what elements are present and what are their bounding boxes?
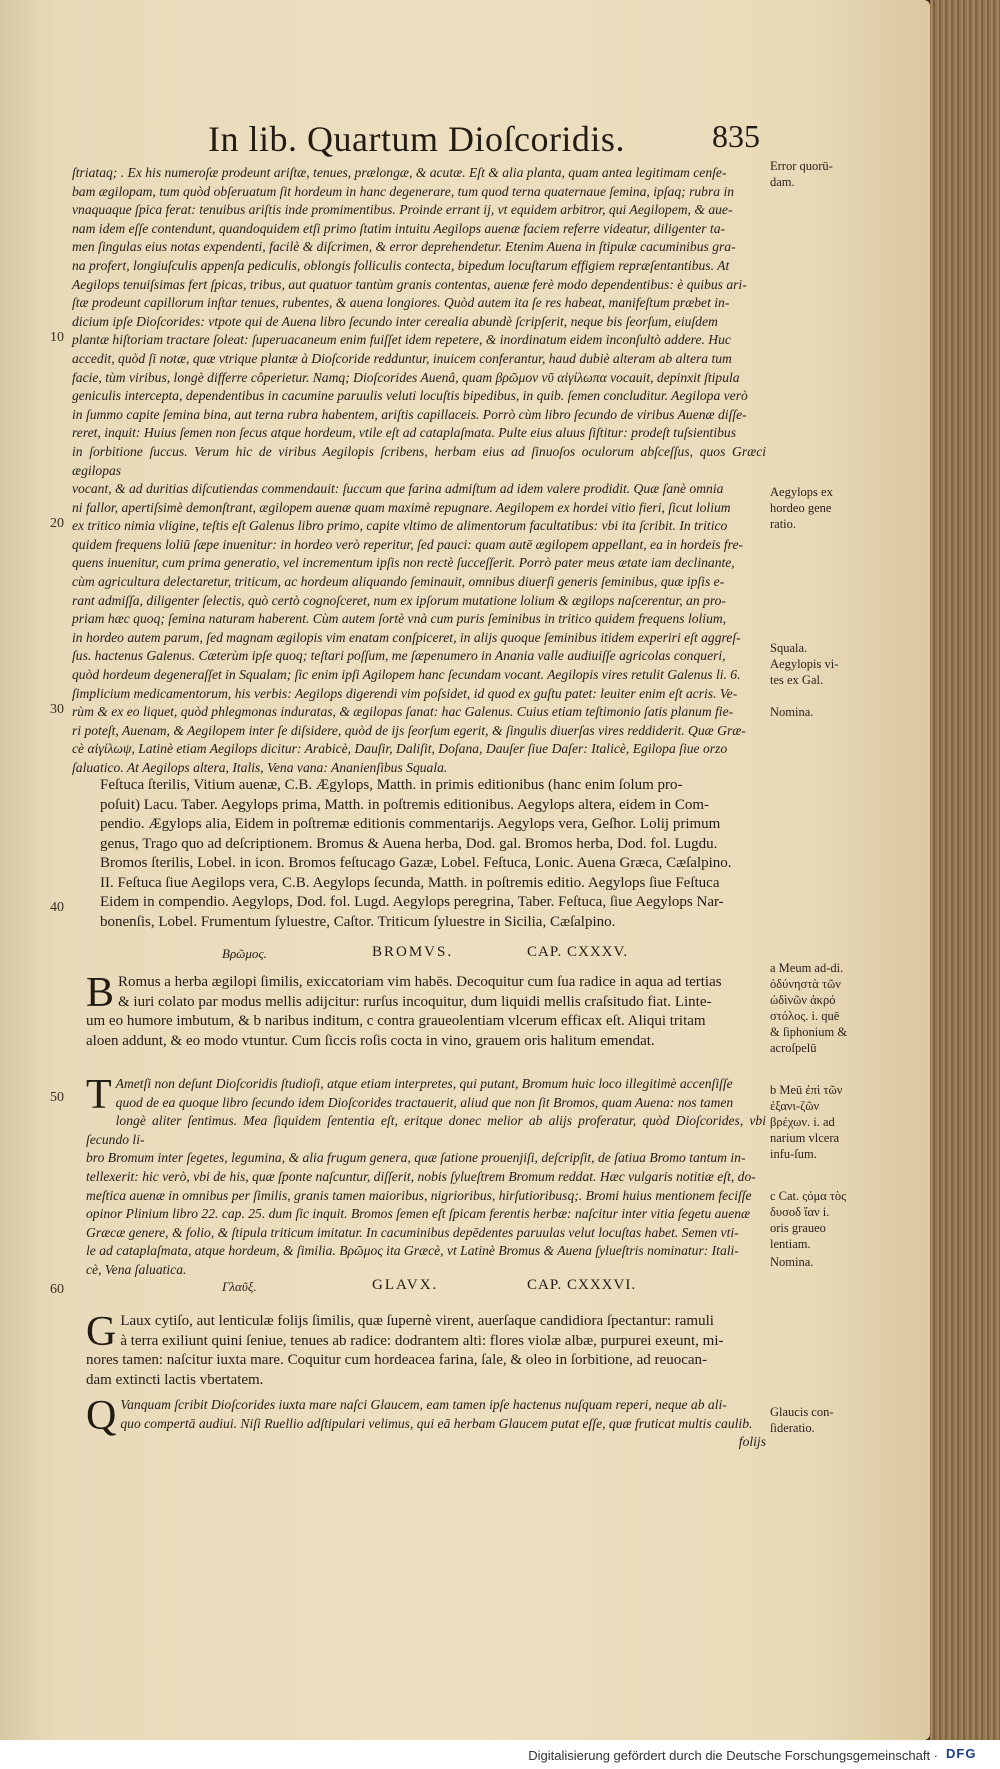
synonyms-block [100,776,766,932]
drop-cap: B [86,970,115,1016]
margin-note-error: Error quorū-dam. [770,159,833,189]
text-line: II. Feſtuca ſiue Aegilops vera, C.B. Aegylops ſecunda, Matth. in poſtremis editio. Aegylops ſiue Feſtuca [100,874,720,891]
text-line: ri poteſt, Auenam, & Aegilopem inter ſe diſsidere, quòd de ijs ſeorſum egerit, & ſingulis diuerſas vires reddiderit. Quæ Græ- [72,722,746,738]
text-line: um eo humore imbutum, & b naribus inditum, c contra graueolentiam vlcerum efficax eſt. Aliqui tritam [86,1013,706,1029]
margin-note-meum-b: b Meū ἐπὶ τῶν ἐξανι-ζῶν βρέχων. i. ad narium vlcera infu-ſum. [770,1083,843,1161]
text-line: Ametſi non deſunt Dioſcoridis ſtudioſi, atque etiam interpretes, qui putant, Bromum huic loco illegitimè accenſiſſe [115,1076,733,1091]
text-line: pendio. Ægylops alia, Eidem in poſtremæ editionis commentarijs. Aegylops vera, Geſhor. Lolij primum [100,816,721,832]
text-line: ſtriataq; . Ex his numeroſæ prodeunt ariſtæ, tenues, prælongæ, & acutæ. Eſt & alia planta, quam antea legitimam cenſe- [72,165,727,180]
text-line: in ſorbitione ſuccus. Verum hic de viribus Aegilopis ſcribens, herbam eius ad ſinuoſos oculorum abſceſſus, quos Græci ægilopas [72,443,766,478]
chapter-number: CAP. CXXXV. [527,944,629,960]
line-number: 50 [50,1090,64,1105]
commentary-block-bromus [86,1072,766,1280]
text-line: poſuit) Lacu. Taber. Aegylops prima, Matth. in poſtremis editionibus. Aegylops altera, eidem in Com- [100,796,709,813]
text-line: Romus a herba ægilopi ſimilis, exiccatoriam vim habēs. Decoquitur cum ſua radice in aqua ad tertias [118,974,722,990]
catchword: folijs [738,1434,766,1450]
greek-name: Βρῶμος. [222,946,267,961]
margin-note-squala: Squala. Aegylopis vi-tes ex Gal. [770,641,839,687]
text-line: rùm & ex eo liquet, quòd phlegmonas induratas, & ægilopas ſanat: hac Galenus. Cuius etiam teſtimonio ſatis planum fie- [72,704,734,720]
dioscorides-text-bromus [86,970,766,1051]
text-line: ſaluatico. At Aegilops altera, Italis, Vena vana: Ananienſibus Squala. [72,760,448,775]
funding-note: Digitalisierung gefördert durch die Deutsche Forschungsgemeinschaft · [528,1748,938,1763]
text-line: nores tamen: naſcitur iuxta mare. Coquitur cum hordeacea farina, ſale, & oleo in ſorbitione, ad reuocan- [86,1352,708,1368]
commentary-block-aegilops [72,164,766,778]
margin-note-aegylops: Aegylops ex hordeo gene ratio. [770,485,833,531]
margin-note-glaucis: Glaucis con-ſideratio. [770,1405,834,1435]
text-line: Bromos ſterilis, Lobel. in icon. Bromos feſtucago Gazæ, Lobel. Feſtuca, Lonic. Auena Græca, Cæſalpino. [100,855,732,871]
text-line: cè αἰγίλωψ, Latinè etiam Aegilops dicitur: Arabicè, Dauſir, Daliſit, Doſana, Dauſer ſiue Daſer: Italicè, Egilopa ſiue orzo [72,741,728,757]
dioscorides-text-glaux [86,1309,766,1390]
chapter-heading-glaux [72,1277,766,1301]
text-line: in ſummo capite ſemina bina, aut terna rubra habentem, ariſtis capillaceis. Porrò cùm libro ſecundo de viribus Auenæ diſſe- [72,406,747,422]
page-number: 835 [712,118,760,154]
text-line: priam hæc quoq; ſemina naturam haberent. Cùm autem ſortè vnà cum puris ſeminibus in tritico quidem frequens lolium, [72,611,727,627]
text-line: quòd hordeum degeneraſſet in Squalam; ſic enim ipſi Agilopem hanc ſecundam vocant. Aegilopis vires retulit Galenus li. 6. [72,667,741,683]
text-line: meſtica auenæ in omnibus per ſimilis, granis tamen maioribus, nigrioribus, hirſutioribusq;. Bromi huius mentionem feciſſe [86,1187,752,1203]
book-page-edge [930,0,1000,1740]
text-line: ſus. hactenus Galenus. Cæterùm ipſe quoq; teſtari poſſum, me ſæpenumero in Anania valle audiuiſſe agricolas conqueri, [72,648,726,664]
drop-cap: T [86,1072,112,1118]
text-line: reret, inquit: Huius ſemen non ſecus atque hordeum, vtile eſt ad cataplaſmata. Pulte eius aluus ſiſtitur: prodeſt tuſsientibus [72,425,736,441]
drop-cap: G [86,1309,117,1355]
text-line: quod de ea quoque libro ſecundo idem Dioſcorides tractauerit, aliud que non ſit Bromos, quam Auena: nos tamen [115,1094,734,1110]
page-title: In lib. Quartum Dioſcoridis. [208,119,625,159]
text-line: ſimplicium medicamentorum, his verbis: Aegilops digerendi vim poſsidet, id quod ex guſtu patet: leuiter enim eſt acris. Ve- [72,685,738,701]
line-number: 30 [50,702,64,717]
text-line: aloen addunt, & eo modo vtuntur. Cum ſiccis roſis cocta in vino, grauem oris halitum emendat. [86,1032,655,1049]
text-line: & iuri colato par modus mellis adijcitur: rurſus incoquitur, dum liquidi mellis craſsitudo fiat. Linte- [118,993,712,1010]
chapter-heading-bromus [72,944,766,968]
text-line: Eidem in compendio. Aegylops, Dod. fol. Lugd. Aegylops peregrina, Taber. Feſtuca, ſiue Aegylops Nar- [100,894,724,910]
text-line: dam extincti lactis vbertatem. [86,1371,264,1388]
text-line: quo compertā audiui. Niſi Ruellio adſtipulari velimus, qui eā herbam Glaucem putat eſſe, quæ fruticat multis caulib. [120,1415,753,1431]
dfg-logo: DFG [946,1746,977,1761]
margin-note-nomina: Nomina. [770,705,814,719]
text-line: Laux cytiſo, aut lenticulæ folijs ſimilis, quæ ſupernè virent, auerſaque candidiora ſpectantur: ramuli [120,1313,714,1329]
text-line: accedit, quòd ſi notæ, quæ vtrique plantæ à Dioſcoride redduntur, inuicem conferantur, haud dubiè alteram ab altera tum [72,350,732,366]
text-line: cùm agricultura delectaretur, triticum, ac hordeum aliquando ſeminauit, omnibus diuerſi generis ſeminibus, quæ ipſis e- [72,574,725,590]
text-line: bam ægilopam, tum quòd obſeruatum ſit hordeum in hanc degenerare, tum quod terna quaternaue ſemina, ipſaq; rubra in [72,183,735,199]
text-line: genus, Trago quo ad deſcriptionem. Bromus & Auena herba, Dod. gal. Bromos herba, Dod. fol. Lugdu. [100,835,718,852]
text-line: nam idem eſſe contendunt, quandoquidem etſi primo ſtatim intuitu Aegilops auenæ faciem referre videatur, diligenter ta- [72,220,726,236]
text-line: in hordeo autem parum, ſed magnam ægilopis vim enatam conſpiceret, in alijs quoque ſeminibus itidem experiri eſt aggreſ- [72,629,741,645]
text-line: Aegilops tenuiſsimas fert ſpicas, tribus, aut quatuor tantùm granis contentas, auenæ ferè modo dependentibus: è quibus ari- [72,276,747,292]
line-number: 20 [50,516,64,531]
margin-note-meum: a Meum ad-di. ὀδύνηστὰ τῶν ὠδὶνῶν ἀκρό στόλος. i. quē & ſiphonium & acroſpelū [770,961,848,1055]
margin-note-nomina: Nomina. [770,1255,814,1269]
text-line: bonenſis, Lobel. Frumentum ſyluestre, Caſtor. Triticum ſyluestre in Sicilia, Cæſalpino. [100,913,616,930]
text-line: men ſingulas eius notas expendenti, facilè & diſcrimen, & error deprehendetur. Etenim Auena in ſtipulæ cacuminibus gra- [72,239,736,255]
text-line: plantæ hiſtoriam tractare ſoleat: ſuperuacaneum enim fuiſſet idem repetere, & inordinatum eidem inconſultò addere. Huc [72,332,731,348]
text-line: quidem frequens loliū ſæpe inuenitur: in hordeo verò reperitur, ſed pauci: quam autē ægilopem appellant, ea in hordeis fre- [72,536,744,552]
text-line: le ad cataplaſmata, atque hordeum, & ſimilia. Βρῶμος ita Græcè, vt Latinè Bromus & Auena ſylueſtris nominatur: Itali- [86,1243,739,1259]
text-line: longè aliter ſentimus. Mea ſiquidem ſententia eſt, eritque donec melior ab alijs proferatur, quòd Dioſcorides, vbi ſecundo li- [86,1113,766,1147]
margin-note-cat: c Cat. ςόμα τὸς δυσοδ ἴαν i. oris graueo lentiam. [770,1189,847,1251]
text-line: Feſtuca ſterilis, Vitium auenæ, C.B. Ægylops, Matth. in primis editionibus (hanc enim ſolum pro- [100,777,683,793]
text-line: à terra exiliunt quini ſeniue, tenues ab radice: dodrantem alti: flores violæ albæ, purpurei exeunt, mi- [120,1332,724,1349]
text-line: geniculis intercepta, dependentibus in cacumine paruulis veluti locuſtis bipedibus, in quib. ſemen concluditur. Aegilopa verò [72,388,748,404]
chapter-number: CAP. CXXXVI. [527,1277,637,1293]
text-line: vocant, & ad duritias diſcutiendas commendauit: ſuccum que farina admiſtum ad idem valere prodidit. Quæ ſanè omnia [72,481,724,497]
text-line: ſtæ prodeunt capillorum inſtar tenues, rubentes, & auena longiores. Quòd autem ita ſe res habeat, manifeſtum præbet in- [72,295,730,311]
chapter-name: BROMVS. [372,944,454,960]
footer-bar [0,1740,1000,1769]
commentary-block-glaux [86,1393,766,1452]
text-line: dicium ipſe Dioſcorides: vtpote qui de Auena libro ſecundo inter cerealia abundè ſcripſerit, neque bis ſeorſum, eiuſdem [72,313,718,329]
text-line: ni fallor, apertiſsimè demonſtrant, ægilopem auenæ quam maximè repugnare. Aegilopem ex hordei vitio fieri, ſicut lolium [72,499,731,515]
text-line: quens inuenitur, cum prima generatio, vel incrementum ipſis non rectè ſucceſſerit. Porrò pater meus ætate iam declinante, [72,555,735,571]
text-line: cè, Vena ſaluatica. [86,1261,187,1277]
text-line: vnaquaque ſpica ferat: tenuibus ariſtis inde promimentibus. Proinde errant ij, vt equidem arbitror, qui Aegilopem, & aue- [72,202,733,218]
text-line: na profert, longiuſculis appenſa pediculis, oblongis folliculis contecta, bipedum locuſtarum effigiem repræſentantibus. At [72,257,730,273]
text-line: ex tritico nimia vligine, teſtis eſt Galenus libro primo, capite vltimo de alimentorum facultatibus: vbi ita ſcribit. In tritico [72,518,728,534]
text-line: bro Bromum inter ſegetes, legumina, & alia frugum genera, quæ ſatione prouenjiſi, deſcripſit, de ſatiua Bromo tantum in- [86,1150,746,1166]
drop-cap: Q [86,1393,117,1439]
text-line: facie, tùm viribus, longè differre côperietur. Namq; Dioſcorides Auenâ, quam βρῶμον νῦ αἰγίλωπα vocauit, depinxit ſtipula [72,369,740,385]
line-number: 60 [50,1282,64,1297]
text-line: opinor Plinium libro 22. cap. 25. dum ſic inquit. Bromos ſemen eſt ſpicam ferentis herbæ: naſcitur inter vitia ſegetu auenæ [86,1206,751,1222]
line-number: 10 [50,330,64,345]
text-line: Vanquam ſcribit Dioſcorides iuxta mare naſci Glaucem, eam tamen ipſe hactenus nuſquam reperi, neque ab ali- [120,1397,727,1412]
line-number: 40 [50,900,64,915]
chapter-name: GLAVX. [372,1277,439,1293]
text-line: rant admiſſa, diligenter ſelectis, quò certò cognoſceret, num ex ipſorum mutatione lolium & ægilops naſcerentur, an pro- [72,592,726,608]
text-line: tellexerit: hic verò, vbi de his, quæ ſponte naſcuntur, diſſerit, nobis ſylueſtrem Bromum reddat. Hæc vulgaris notitiæ eſt, do- [86,1168,756,1184]
text-line: Græcæ genere, & folio, & ſtipula triticum imitatur. In cacuminibus depēdentes paruulas velut locuſtas habet. Semen vti- [86,1224,739,1240]
greek-name: Γλαῦξ. [222,1279,257,1294]
